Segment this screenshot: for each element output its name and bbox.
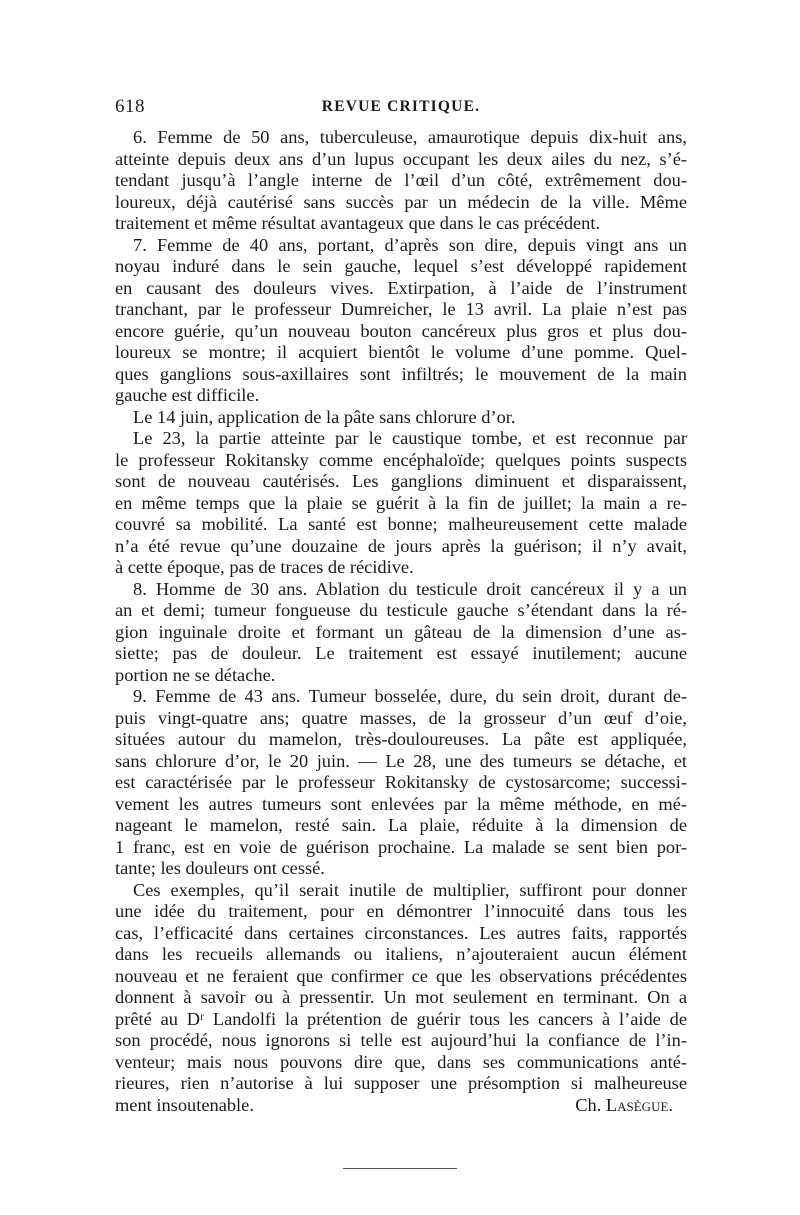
author-signature bbox=[575, 1095, 687, 1117]
text-line: donnent à savoir ou à pressentir. Un mot seulement en terminant. On a bbox=[115, 987, 687, 1007]
text-line: son procédé, nous ignorons si telle est aujourd’hui la confiance de l’in- bbox=[115, 1030, 687, 1050]
text-line: 7. Femme de 40 ans, portant, d’après son dire, depuis vingt ans un bbox=[133, 234, 687, 255]
page-number: 618 bbox=[115, 96, 145, 117]
conclusion-paragraph bbox=[115, 880, 687, 1117]
text-line: prêté au Dʳ Landolfi la prétention de guérir tous les cancers à l’aide de bbox=[115, 1008, 687, 1029]
text-line: nouveau et ne feraient que confirmer ce que les observations précédentes bbox=[115, 965, 687, 986]
text-line: tendant jusqu’à l’angle interne de l’œil d’un côté, extrêmement dou- bbox=[115, 170, 687, 190]
page-header bbox=[115, 96, 687, 124]
text-line: vement les autres tumeurs sont enlevées par la même méthode, en mé- bbox=[115, 793, 687, 814]
text-line: encore guérie, qu’un nouveau bouton cancéreux plus gros et plus dou- bbox=[115, 320, 687, 341]
text-line: une idée du traitement, pour en démontrer l’innocuité dans tous les bbox=[115, 901, 687, 921]
text-line: portion ne se détache. bbox=[115, 664, 276, 685]
text-line: sont de nouveau cautérisés. Les ganglions diminuent et disparaissent, bbox=[115, 471, 687, 491]
text-line: 8. Homme de 30 ans. Ablation du testicule droit cancéreux il y a un bbox=[133, 578, 687, 599]
text-line: tante; les douleurs ont cessé. bbox=[115, 858, 325, 878]
closing-line bbox=[115, 1095, 687, 1117]
text-line: tranchant, par le professeur Dumreicher, le 13 avril. La plaie n’est pas bbox=[115, 299, 687, 319]
case-9-paragraph bbox=[115, 686, 687, 880]
text-line: en même temps que la plaie se guérit à la fin de juillet; la main a re- bbox=[115, 492, 687, 513]
text-line: situées autour du mamelon, très-douloureuses. La pâte est appliquée, bbox=[115, 729, 687, 749]
text-line: est caractérisée par le professeur Rokitansky de cystosarcome; successi- bbox=[115, 772, 687, 792]
text-line: ques ganglions sous-axillaires sont infiltrés; le mouvement de la main bbox=[115, 363, 687, 384]
text-line: venteur; mais nous pouvons dire que, dans ses communications anté- bbox=[115, 1051, 687, 1072]
june-14-paragraph bbox=[115, 407, 687, 429]
text-line: cas, l’efficacité dans certaines circonstances. Les autres faits, rapportés bbox=[115, 922, 687, 943]
text-line: atteinte depuis deux ans d’un lupus occupant les deux ailes du nez, s’é- bbox=[115, 148, 687, 169]
text-line: couvré sa mobilité. La santé est bonne; malheureusement cette malade bbox=[115, 514, 687, 534]
text-line: an et demi; tumeur fongueuse du testicule gauche s’étendant dans la ré- bbox=[115, 600, 687, 620]
text-line: nageant le mamelon, resté sain. La plaie, réduite à la dimension de bbox=[115, 815, 687, 835]
text-line: en causant des douleurs vives. Extirpation, à l’aide de l’instrument bbox=[115, 277, 687, 298]
text-line: loureux, déjà cautérisé sans succès par un médecin de la ville. Même bbox=[115, 191, 687, 212]
text-line: 9. Femme de 43 ans. Tumeur bosselée, dure, du sein droit, durant de- bbox=[133, 686, 687, 706]
text-line: gauche est difficile. bbox=[115, 385, 260, 405]
author-surname: Lasègue. bbox=[605, 1094, 673, 1115]
text-line: à cette époque, pas de traces de récidive. bbox=[115, 557, 414, 577]
june-23-paragraph bbox=[115, 428, 687, 579]
text-line: le professeur Rokitansky comme encéphaloïde; quelques points suspects bbox=[115, 449, 687, 470]
text-line: siette; pas de douleur. Le traitement est essayé inutilement; aucune bbox=[115, 643, 687, 663]
text-line: Ces exemples, qu’il serait inutile de multiplier, suffiront pour donner bbox=[133, 879, 687, 900]
author-initials: Ch. bbox=[575, 1094, 602, 1115]
body-text bbox=[115, 127, 687, 1116]
text-line: traitement et même résultat avantageux que dans le cas précédent. bbox=[115, 213, 601, 233]
text-line: rieures, rien n’autorise à lui supposer une présomption si malheureuse bbox=[115, 1073, 687, 1093]
text-line: puis vingt-quatre ans; quatre masses, de la grosseur d’un œuf d’oie, bbox=[115, 707, 687, 728]
case-8-paragraph bbox=[115, 579, 687, 687]
text-line: dans les recueils allemands ou italiens, n’ajouteraient aucun élément bbox=[115, 944, 687, 964]
text-line: 6. Femme de 50 ans, tuberculeuse, amaurotique depuis dix-huit ans, bbox=[133, 127, 687, 147]
text-line: noyau induré dans le sein gauche, lequel s’est développé rapidement bbox=[115, 256, 687, 276]
case-6-paragraph bbox=[115, 127, 687, 235]
closing-rule bbox=[343, 1168, 457, 1169]
running-title: REVUE CRITIQUE. bbox=[321, 98, 481, 115]
text-line: 1 franc, est en voie de guérison prochaine. La malade se sent bien por- bbox=[115, 836, 687, 857]
final-text-line: ment insoutenable. bbox=[115, 1094, 254, 1115]
text-line: sans chlorure d’or, le 20 juin. — Le 28, une des tumeurs se détache, et bbox=[115, 750, 687, 771]
text-line: n’a été revue qu’une douzaine de jours après la guérison; il n’y avait, bbox=[115, 535, 687, 556]
text-line: gion inguinale droite et formant un gâteau de la dimension d’une as- bbox=[115, 621, 687, 642]
text-line: Le 14 juin, application de la pâte sans chlorure d’or. bbox=[133, 406, 516, 427]
text-line: loureux se montre; il acquiert bientôt le volume d’une pomme. Quel- bbox=[115, 342, 687, 362]
case-7-paragraph bbox=[115, 235, 687, 407]
text-line: Le 23, la partie atteinte par le caustique tombe, et est reconnue par bbox=[133, 428, 687, 448]
